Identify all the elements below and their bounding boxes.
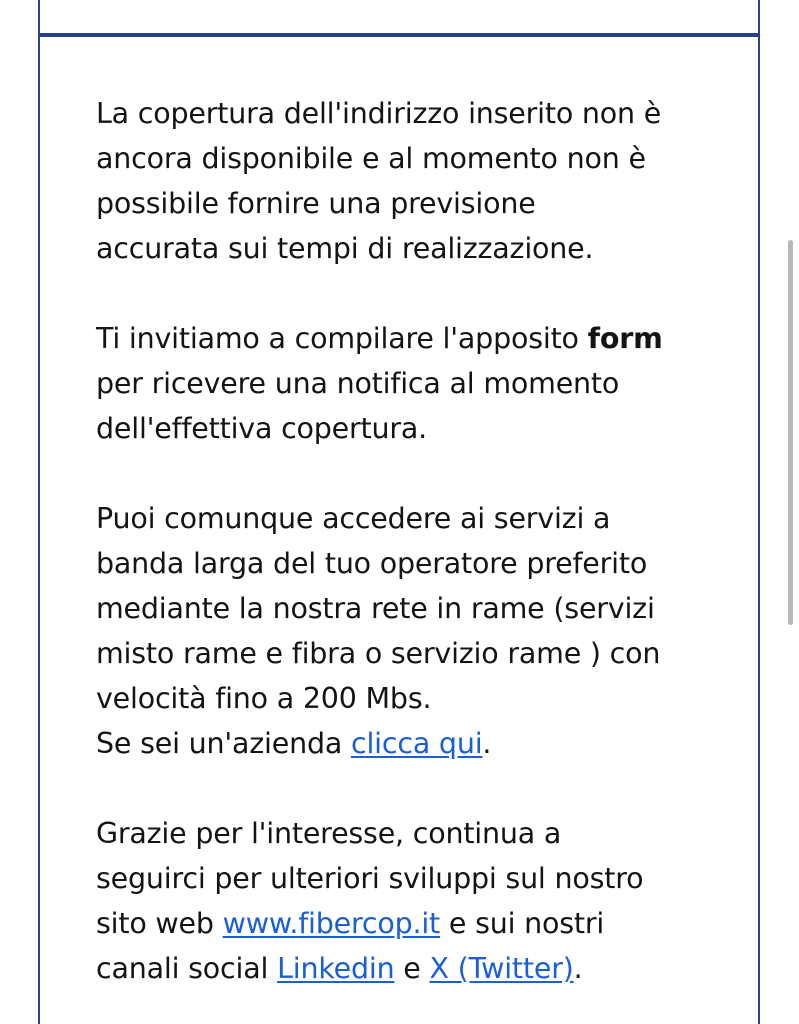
text-line (96, 316, 736, 361)
text-line: dell'effettiva copertura. (96, 412, 428, 445)
text-line: accurata sui tempi di realizzazione. (96, 232, 594, 265)
text-line: mediante la nostra rete in rame (servizi (96, 592, 655, 625)
text-line: banda larga del tuo operatore preferito (96, 547, 648, 580)
text-line: per ricevere una notifica al momento (96, 367, 620, 400)
paragraph-thanks (96, 811, 736, 991)
coverage-message-text (96, 91, 736, 1024)
text-line: misto rame e fibra o servizio rame ) con (96, 637, 661, 670)
linkedin-link[interactable]: Linkedin (277, 952, 395, 985)
business-click-here-link[interactable]: clicca qui (350, 727, 483, 760)
text-line (96, 721, 736, 766)
text-line: possibile fornire una previsione (96, 187, 536, 220)
text-line: Grazie per l'interesse, continua a (96, 817, 562, 850)
text-fragment: Ti invitiamo a compilare l'apposito (96, 322, 588, 355)
text-line: velocità fino a 200 Mbs. (96, 682, 432, 715)
text-line: seguirci per ulteriori sviluppi sul nostro (96, 862, 644, 895)
vertical-scrollbar[interactable] (788, 240, 793, 625)
twitter-link[interactable]: X (Twitter) (429, 952, 574, 985)
previous-card-bottom (38, 0, 760, 35)
text-line: Puoi comunque accedere ai servizi a (96, 502, 611, 535)
text-line: ancora disponibile e al momento non è (96, 142, 646, 175)
text-fragment: canali social (96, 952, 278, 985)
text-fragment: e sui nostri (440, 907, 605, 940)
website-link[interactable]: www.fibercop.it (222, 907, 441, 940)
text-fragment: . (482, 727, 492, 760)
text-fragment: e (394, 952, 430, 985)
form-keyword: form (587, 322, 663, 355)
text-fragment: sito web (96, 907, 223, 940)
text-line (96, 946, 736, 991)
text-line: La copertura dell'indirizzo inserito non è (96, 97, 662, 130)
paragraph-coverage-unavailable (96, 91, 736, 271)
text-line (96, 901, 736, 946)
text-fragment: . (573, 952, 583, 985)
text-fragment: Se sei un'azienda (96, 727, 351, 760)
paragraph-copper-services (96, 496, 736, 766)
paragraph-form-invite (96, 316, 736, 451)
